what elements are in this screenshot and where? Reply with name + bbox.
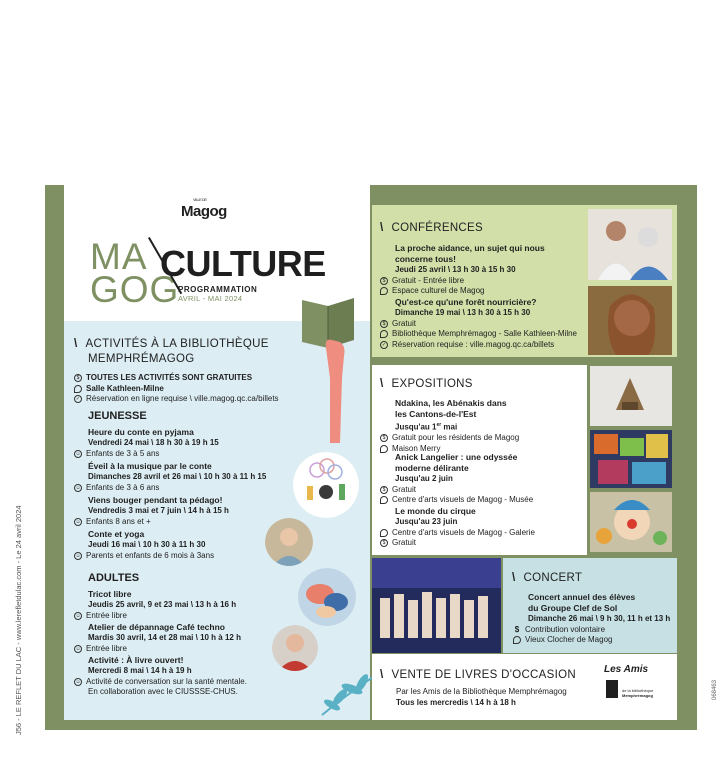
event-jeunesse-2 [74,461,266,493]
event-date: Jusqu'au 2 juin [395,474,453,483]
price-icon: $ [380,486,388,494]
event-date: Mercredi 8 mai \ 14 h à 19 h [88,666,192,675]
age-icon: ☺ [75,645,81,652]
event-price: Gratuit - Entrée libre [392,275,465,285]
event-title: Ndakina, les Abénakis dans [395,398,507,408]
event-date: Vendredis 3 mai et 7 juin \ 14 h à 15 h [88,506,229,515]
vente-by: Par les Amis de la Bibliothèque Memphrémagog [396,687,567,696]
amis-logo [604,664,670,708]
reservation-icon: ✓ [75,396,81,403]
event-date: Dimanches 28 avril et 26 mai \ 10 h 30 à 11 h 15 [88,472,267,481]
age-icon: ☺ [75,484,81,491]
library-title-2: MEMPHRÉMAGOG [88,353,195,365]
programmation-label: PROGRAMMATION [178,285,258,294]
location-icon [380,496,388,504]
conferences-title: \ CONFÉRENCES [380,222,483,234]
event-title-2: concerne tous! [395,254,456,264]
ma-text: MA [90,236,148,277]
event-title-2: moderne délirante [395,463,469,473]
event-conference-1 [380,243,545,297]
event-adultes-1 [74,589,236,621]
caregiver-photo [588,209,672,280]
concert-photo [372,558,501,653]
techno-photo [272,625,318,671]
event-expo-3 [380,506,535,549]
amis-logo-mark [606,680,618,698]
location-icon [513,636,521,644]
event-expo-2 [380,452,533,506]
location-icon [74,385,82,393]
event-place: Vieux Clocher de Magog [525,635,613,644]
event-date: Jusqu'au 23 juin [395,517,458,526]
event-jeunesse-4 [74,529,214,561]
library-section-title: \ ACTIVITÉS À LA BIBLIOTHÈQUE MEMPHRÉMAGOG [74,338,269,365]
library-info [74,373,279,405]
event-date: Mardis 30 avril, 14 et 28 mai \ 10 h à 12 h [88,633,241,642]
vente-when: Tous les mercredis \ 14 h à 18 h [396,697,516,707]
event-price: Gratuit [392,538,417,547]
price-icon: $ [380,320,388,328]
event-concert [513,592,670,646]
leaf-illustration [318,665,380,720]
age-icon: ☺ [75,678,81,685]
amis-logo-text: de la bibliothèque Memphrémagog [622,688,654,698]
reservation-text: Réservation en ligne requise \ ville.magog.qc.ca/billets [86,394,279,403]
event-date: Dimanche 26 mai \ 9 h 30, 11 h et 13 h [528,614,671,623]
age-icon: ☺ [75,612,81,619]
event-title: Éveil à la musique par le conte [88,461,212,471]
magog-logo [181,197,227,220]
event-title: Activité : À livre ouvert! [88,655,184,665]
event-date: Jeudi 16 mai \ 10 h 30 à 11 h 30 [88,540,206,549]
event-adultes-2 [74,622,241,654]
location-icon [380,330,388,338]
event-date: Vendredi 24 mai \ 18 h 30 à 19 h 15 [88,438,219,447]
location-icon [380,287,388,295]
music-illustration-photo [293,452,359,518]
age-icon: ☺ [75,518,81,525]
event-price: Gratuit [392,318,417,328]
event-price: Gratuit pour les résidents de Magog [392,433,520,443]
price-icon: $ [380,539,388,547]
free-text: TOUTES LES ACTIVITÉS SONT GRATUITES [86,373,253,382]
culture-title: CULTURE [160,243,326,284]
vente-info [396,687,567,708]
age-icon: ☺ [75,552,81,559]
event-title-2: les Cantons-de-l'Est [395,409,477,419]
event-title: Viens bouger pendant ta pédago! [88,495,223,505]
event-title-2: du Groupe Clef de Sol [528,603,618,613]
abenakis-photo [590,366,672,426]
event-note: Activité de conversation sur la santé mentale. [86,676,247,686]
amis-logo-line1: Les Amis [604,664,649,675]
event-place: Bibliothèque Memphrémagog - Salle Kathleen-Milne [392,329,577,338]
vente-title-text: VENTE DE LIVRES D'OCCASION [391,669,576,681]
price-icon: $ [380,277,388,285]
event-note: Enfants de 3 à 6 ans [86,482,160,492]
event-title: Anick Langelier : une odyssée [395,452,518,462]
event-title: Qu'est-ce qu'une forêt nourricière? [395,297,537,307]
event-title: Tricot libre [88,589,132,599]
yoga-photo [265,518,313,566]
event-place: Espace culturel de Magog [392,286,485,295]
event-date: Jusqu'au 1er mai [395,422,458,432]
event-date: Dimanche 19 mai \ 13 h 30 à 15 h 30 [395,308,531,317]
event-note: Enfants de 3 à 5 ans [86,448,160,458]
event-note: Parents et enfants de 6 mois à 3ans [86,550,215,560]
event-note: Enfants 8 ans et + [86,516,151,526]
cirque-art-photo [590,492,672,552]
dollar-icon: $ [514,624,520,634]
logo-ville: VILLE DE [193,197,207,202]
reservation-icon: ✓ [381,341,387,348]
event-date: Jeudi 25 avril \ 13 h 30 à 15 h 30 [395,265,516,274]
expositions-title-text: EXPOSITIONS [391,378,473,390]
event-jeunesse-1 [74,427,219,459]
location-icon [380,529,388,537]
event-note: Entrée libre [86,610,127,620]
library-title-1: ACTIVITÉS À LA BIBLIOTHÈQUE [85,338,269,350]
event-date: Jeudis 25 avril, 9 et 23 mai \ 13 h à 16 h [88,600,237,609]
salle-text: Salle Kathleen-Milne [86,383,164,393]
event-place: Centre d'arts visuels de Magog - Musée [392,495,534,504]
event-title: La proche aidance, un sujet qui nous [395,243,545,253]
event-expo-1 [380,398,519,454]
programmation-dates: AVRIL - MAI 2024 [178,294,243,303]
logo-text: Magog [181,203,227,220]
event-title: Atelier de dépannage Café techno [88,622,225,632]
adultes-title: ADULTES [88,572,140,584]
event-price: Gratuit [392,484,417,494]
event-title: Le monde du cirque [395,506,476,516]
event-reservation: Réservation requise : ville.magog.qc.ca/billets [392,339,555,349]
price-icon: $ [380,434,388,442]
age-icon: ☺ [75,450,81,457]
concert-title: \ CONCERT [512,572,583,584]
event-title: Heure du conte en pyjama [88,427,194,437]
side-credit: J56 - LE REFLET DU LAC - www.lerefletdulac.com - Le 24 avril 2024 [14,505,23,735]
side-code: 068463 [712,679,718,700]
event-place: Centre d'arts visuels de Magog - Galerie [392,527,535,537]
event-adultes-3 [74,655,247,698]
price-icon: $ [74,374,82,382]
concert-title-text: CONCERT [523,572,583,584]
knitting-photo [298,568,356,626]
conferences-title-text: CONFÉRENCES [391,222,483,234]
expositions-title: \ EXPOSITIONS [380,378,473,390]
event-title: Concert annuel des élèves [528,592,636,602]
event-title: Conte et yoga [88,529,145,539]
event-price: Contribution volontaire [525,624,606,634]
event-note-2: En collaboration avec le CIUSSSE-CHUS. [88,687,238,696]
forest-woman-photo [588,286,672,355]
vente-title: \ VENTE DE LIVRES D'OCCASION [380,669,576,681]
event-place: Maison Merry [392,443,441,453]
hand-illustration [320,338,350,448]
event-note: Entrée libre [86,643,127,653]
event-jeunesse-3 [74,495,229,527]
jeunesse-title: JEUNESSE [88,410,147,422]
langelier-art-photo [590,430,672,488]
event-conference-2 [380,297,577,350]
gog-text: GOG [90,269,180,310]
